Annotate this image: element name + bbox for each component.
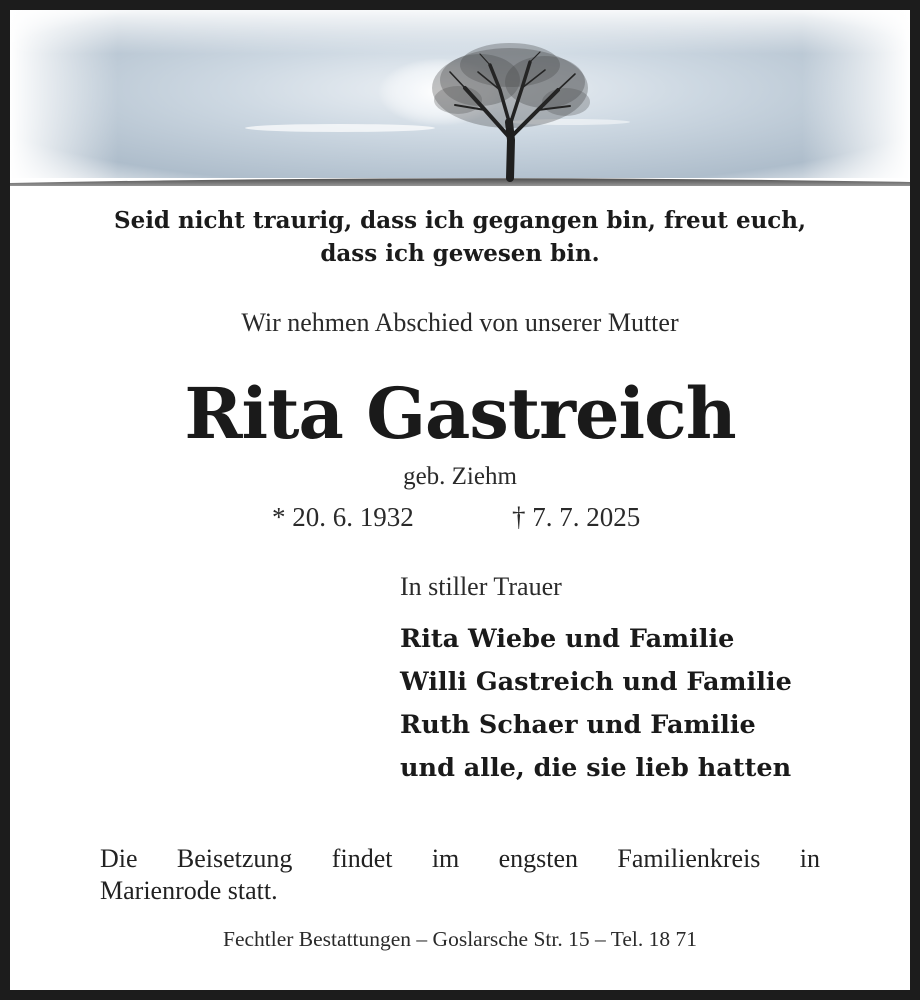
- memorial-quote: [10, 204, 910, 270]
- funeral-notice: [100, 843, 820, 907]
- birth-name: geb. Ziehm: [403, 463, 517, 490]
- death-date: † 7. 7. 2025: [512, 502, 641, 532]
- mourning-label: In stiller Trauer: [400, 572, 562, 601]
- funeral-home-info: Fechtler Bestattungen – Goslarsche Str. 15 – Tel. 18 71: [222, 927, 697, 951]
- mourners-list: [400, 618, 792, 790]
- funeral-notice-line: Marienrode statt.: [100, 876, 278, 905]
- tree-banner-image: [10, 10, 910, 186]
- mourner-entry: Ruth Schaer und Familie: [400, 710, 756, 740]
- deceased-name: Rita Gastreich: [184, 372, 736, 455]
- quote-line: Seid nicht traurig, dass ich gegangen bin, freut euch,: [113, 207, 807, 234]
- birth-date: * 20. 6. 1932: [272, 502, 414, 532]
- mourner-entry: Rita Wiebe und Familie: [400, 624, 735, 654]
- farewell-intro: Wir nehmen Abschied von unserer Mutter: [241, 308, 679, 337]
- mourner-entry: und alle, die sie lieb hatten: [400, 753, 792, 783]
- quote-line: dass ich gewesen bin.: [320, 240, 600, 267]
- funeral-notice-line: Die Beisetzung findet im engsten Familienkreis in: [100, 844, 820, 873]
- mourner-entry: Willi Gastreich und Familie: [400, 667, 792, 697]
